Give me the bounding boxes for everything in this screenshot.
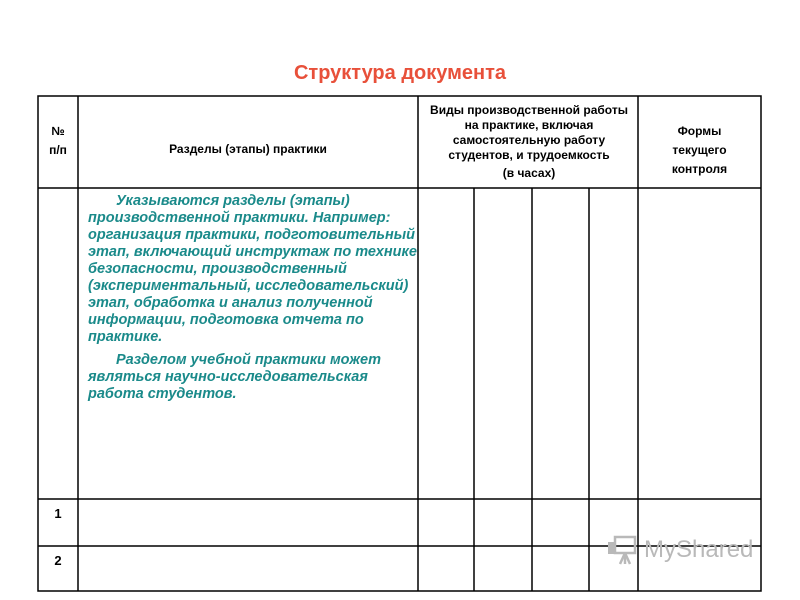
page-title: Структура документа xyxy=(293,62,507,84)
presentation-board-icon xyxy=(606,533,640,567)
description-paragraph-2: Разделом учебной практики может являться научно-исследовательская работа студентов. xyxy=(88,352,381,402)
header-num: № п/п xyxy=(49,124,67,157)
watermark-text: MyShared xyxy=(644,536,754,563)
sections-description xyxy=(88,193,423,403)
description-paragraph-1: Указываются разделы (этапы) производственной практики. Например: организация практики, подготовительный этап, включающий инструктаж по технике безопасности, производственный (экспериментальный, исследовательский) этап, обработка и анализ полученной информации, подготовка отчета по практике. xyxy=(88,193,417,345)
watermark xyxy=(606,533,753,567)
row-number-2: 2 xyxy=(54,553,62,568)
header-control: Формы текущего контроля xyxy=(671,124,728,176)
header-types: Виды производственной работы на практике, включая самостоятельную работу студентов, и трудоемкость (в часах) xyxy=(430,103,628,180)
row-number-1: 1 xyxy=(54,506,62,521)
header-sections: Разделы (этапы) практики xyxy=(169,142,327,156)
